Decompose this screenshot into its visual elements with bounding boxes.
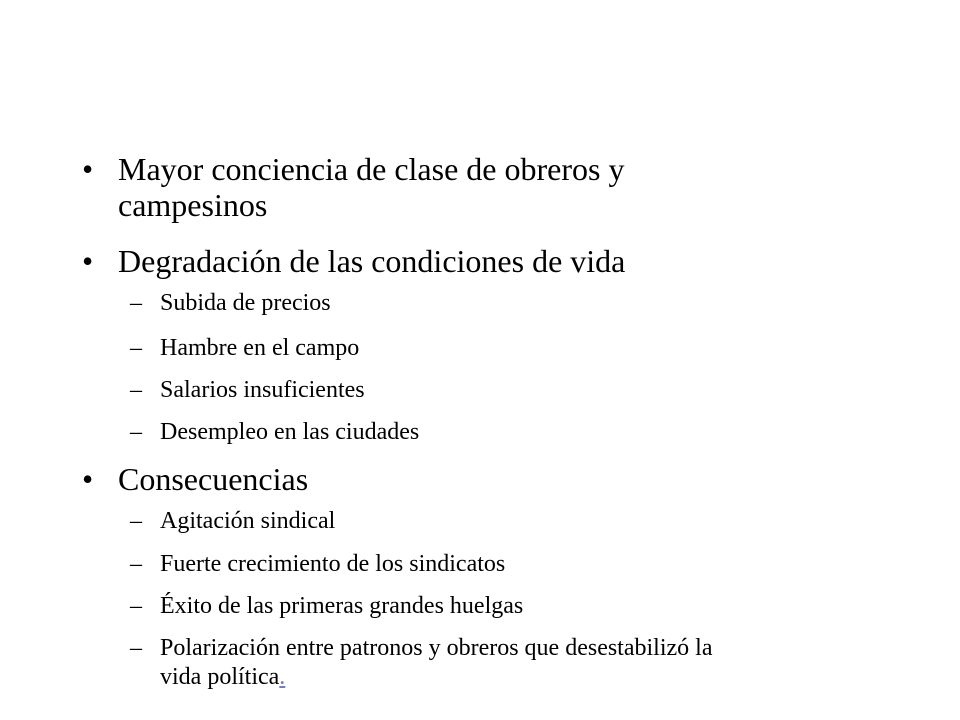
sub-bullet-marker: – — [130, 419, 142, 445]
bullet-text: Consecuencias — [118, 461, 309, 497]
sub-bullet-text: Agitación sindical — [160, 508, 336, 534]
bullet-marker: • — [82, 243, 94, 279]
sub-bullet-marker: – — [130, 508, 142, 534]
bullet-marker: • — [82, 461, 94, 497]
bullet-marker: • — [82, 151, 94, 187]
sub-bullet-text: Fuerte crecimiento de los sindicatos — [160, 551, 506, 577]
sub-bullet-text — [160, 634, 720, 692]
sub-bullet-text: Éxito de las primeras grandes huelgas — [160, 593, 524, 619]
sub-bullet-text: Subida de precios — [160, 290, 331, 316]
bullet-text: Mayor conciencia de clase de obreros y campesinos — [118, 151, 625, 223]
sub-bullet-marker: – — [130, 593, 142, 619]
sub-bullet-marker: – — [130, 635, 142, 661]
hyperlink-period[interactable]: . — [279, 664, 286, 690]
sub-bullet-text: Salarios insuficientes — [160, 377, 365, 403]
sub-bullet-text: Hambre en el campo — [160, 335, 360, 361]
sub-bullet-text: Desempleo en las ciudades — [160, 419, 420, 445]
sub-bullet-text-main: Polarización entre patronos y obreros que desestabilizó la vida política — [160, 635, 713, 690]
sub-bullet-marker: – — [130, 551, 142, 577]
sub-bullet-marker: – — [130, 377, 142, 403]
sub-bullet-marker: – — [130, 290, 142, 316]
sub-bullet-marker: – — [130, 335, 142, 361]
bullet-text: Degradación de las condiciones de vida — [118, 243, 626, 279]
